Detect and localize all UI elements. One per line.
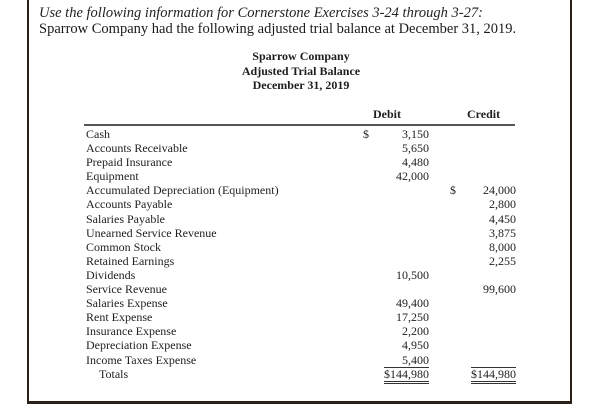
- debit-amount: 5,650: [402, 141, 429, 156]
- debit-amount: 49,400: [396, 296, 429, 311]
- debit-column-header: Debit: [373, 107, 401, 121]
- debit-amount: 17,250: [396, 310, 429, 325]
- account-name: Unearned Service Revenue: [86, 225, 217, 240]
- table-row: [86, 127, 516, 141]
- credit-total-value: $144,980: [471, 367, 516, 384]
- statement-heading: [0, 49, 602, 93]
- account-name: Depreciation Expense: [86, 338, 192, 353]
- account-name: Equipment: [86, 169, 139, 184]
- credit-amount: 3,875: [489, 225, 516, 240]
- credit-amount: 8,000: [489, 239, 516, 254]
- table-row: [86, 254, 516, 268]
- credit-amount: 2,255: [489, 253, 516, 268]
- dollar-sign: $: [363, 127, 369, 141]
- account-name: Accumulated Depreciation (Equipment): [86, 183, 279, 198]
- table-row: [86, 240, 516, 254]
- table-row: [86, 169, 516, 183]
- account-name: Service Revenue: [86, 282, 167, 297]
- debit-amount: 42,000: [396, 169, 429, 184]
- debit-amount: 4,950: [402, 338, 429, 353]
- account-name: Prepaid Insurance: [86, 155, 173, 170]
- table-row: [86, 310, 516, 324]
- debit-amount: 10,500: [396, 267, 429, 282]
- table-row: [86, 226, 516, 240]
- table-row: [86, 183, 516, 197]
- table-row: [86, 296, 516, 310]
- credit-column-header: Credit: [467, 107, 501, 121]
- statement-date: December 31, 2019: [252, 78, 350, 92]
- totals-label: Totals: [99, 366, 129, 381]
- dollar-sign: $: [450, 183, 456, 198]
- account-name: Insurance Expense: [86, 324, 177, 339]
- debit-total: [363, 367, 429, 384]
- credit-amount: 2,800: [489, 197, 516, 212]
- credit-amount: 99,600: [483, 282, 516, 297]
- credit-total: [450, 367, 516, 384]
- debit-amount: 2,200: [402, 324, 429, 339]
- table-row: [86, 353, 516, 367]
- account-name: Income Taxes Expense: [86, 352, 197, 367]
- credit-value: 24,000: [483, 183, 516, 198]
- company-name: Sparrow Company: [252, 49, 350, 63]
- debit-total-value: $144,980: [384, 367, 429, 384]
- credit-amount: [450, 183, 516, 197]
- table-row: [86, 155, 516, 169]
- totals-row: [86, 367, 516, 381]
- table-row: [86, 212, 516, 226]
- account-name: Retained Earnings: [86, 253, 175, 268]
- account-name: Common Stock: [86, 239, 162, 254]
- account-name: Dividends: [86, 267, 136, 282]
- table-row: [86, 141, 516, 155]
- table-row: [86, 282, 516, 296]
- account-name: Salaries Payable: [86, 211, 165, 226]
- debit-amount: [363, 127, 429, 141]
- debit-amount: 5,400: [402, 352, 429, 367]
- table-row: [86, 197, 516, 211]
- account-name: Salaries Expense: [86, 296, 168, 311]
- debit-amount: 4,480: [402, 155, 429, 170]
- table-row: [86, 268, 516, 282]
- account-name: Rent Expense: [86, 310, 153, 325]
- table-row: [86, 338, 516, 352]
- credit-amount: 4,450: [489, 211, 516, 226]
- header-rule: [84, 124, 515, 126]
- debit-value: 3,150: [402, 127, 429, 141]
- account-name: Cash: [86, 127, 110, 141]
- exercise-instruction: Use the following information for Cornerstone Exercises 3-24 through 3-27:: [39, 5, 483, 21]
- statement-title: Adjusted Trial Balance: [241, 63, 361, 78]
- table-row: [86, 324, 516, 338]
- trial-balance-table: [86, 127, 516, 381]
- account-name: Accounts Receivable: [86, 141, 188, 156]
- account-name: Accounts Payable: [86, 197, 173, 212]
- exercise-description: Sparrow Company had the following adjusted trial balance at December 31, 2019.: [39, 21, 517, 37]
